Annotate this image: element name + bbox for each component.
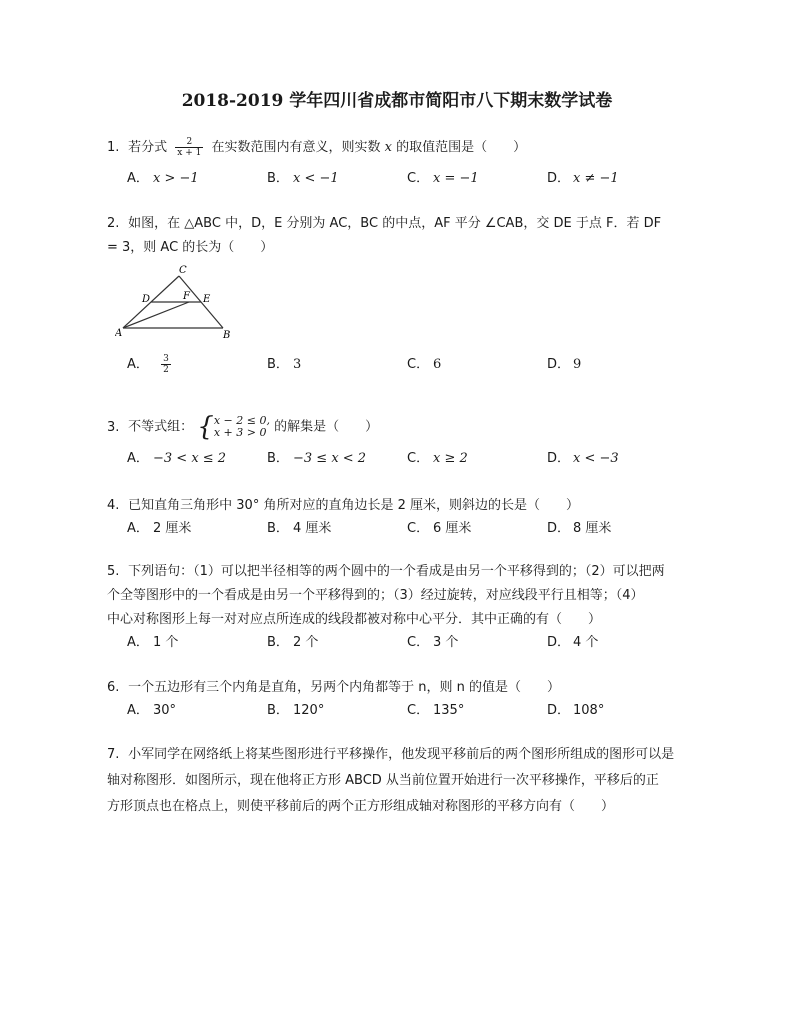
question-number: 7. <box>107 747 120 762</box>
question-text: 如图，在 △ABC 中，D，E 分别为 AC，BC 的中点，AF 平分 ∠CAB，交 DE 于点 F．若 DF <box>128 216 662 231</box>
question-text: 的解集是（ ） <box>274 419 379 435</box>
question-number: 3. <box>107 419 120 435</box>
option-a: A． $\frac{3}{2}$ <box>127 354 169 375</box>
label-b: B <box>223 330 231 341</box>
option-b: B． −3 ≤ x < 2 <box>267 451 367 466</box>
label-e: E <box>203 294 211 305</box>
question-number: 6. <box>107 680 120 695</box>
question-text: 若分式 <box>128 140 168 155</box>
option-a: A． 2 厘米 <box>127 521 192 536</box>
label-a: A <box>115 328 123 339</box>
question-2-options <box>107 354 707 376</box>
question-1 <box>107 136 707 190</box>
option-c: C． x = −1 <box>407 171 479 186</box>
question-number: 2. <box>107 216 120 231</box>
question-text: 小军同学在网络纸上将某些图形进行平移操作，他发现平移前后的两个图形所组成的图形可以是 <box>128 747 675 762</box>
option-b: B． x < −1 <box>267 171 339 186</box>
options <box>107 168 707 190</box>
option-b: B． 4 厘米 <box>267 521 332 536</box>
question-text: 轴对称图形．如图所示，现在他将正方形 ABCD 从当前位置开始进行一次平移操作，平移后的正 <box>107 773 659 788</box>
options <box>107 700 707 722</box>
option-b: B． 120° <box>267 703 325 718</box>
question-number: 4. <box>107 498 120 513</box>
option-d: D． 4 个 <box>547 635 599 650</box>
fraction-denominator: x + 1 <box>177 148 202 158</box>
option-a: A． 1 个 <box>127 635 179 650</box>
question-text: 不等式组： <box>128 419 194 435</box>
option-d: D． 8 厘米 <box>547 521 612 536</box>
question-text: 的取值范围是（ ） <box>396 140 527 155</box>
option-d: D． x < −3 <box>547 451 619 466</box>
question-2 <box>107 212 707 260</box>
label-f: F <box>183 291 190 302</box>
question-3 <box>107 414 707 470</box>
fraction: $\frac{3}{2}$ <box>163 354 169 375</box>
fraction-numerator: 2 <box>186 137 193 147</box>
inequality-2: x + 3 > 0 <box>213 426 267 439</box>
option-a: A． 30° <box>127 703 177 718</box>
question-text: 个全等图形中的一个看成是由另一个平移得到的；（3）经过旋转，对应线段平行且相等；（4） <box>107 588 644 603</box>
question-text: 下列语句：（1）可以把半径相等的两个圆中的一个看成是由另一个平移得到的；（2）可以把两 <box>128 564 665 579</box>
question-text: 在实数范围内有意义，则实数 <box>211 140 381 155</box>
options <box>107 448 707 470</box>
question-text: 一个五边形有三个内角是直角，另两个内角都等于 n，则 n 的值是（ ） <box>128 680 561 695</box>
question-text: 方形顶点也在格点上，则使平移前后的两个正方形组成轴对称图形的平移方向有（ ） <box>107 799 615 814</box>
option-a: A． −3 < x ≤ 2 <box>127 451 227 466</box>
question-7 <box>107 742 707 820</box>
option-c: C． 3 个 <box>407 635 459 650</box>
option-a: A． x > −1 <box>127 171 199 186</box>
option-c: C． 135° <box>407 703 465 718</box>
option-c: C． 6 厘米 <box>407 521 472 536</box>
fraction <box>175 137 203 158</box>
question-6 <box>107 676 707 722</box>
question-number: 1. <box>107 140 120 155</box>
options <box>107 632 707 654</box>
question-text: = 3，则 AC 的长为（ ） <box>107 240 274 255</box>
option-d: D． 108° <box>547 703 605 718</box>
label-d: D <box>142 294 151 305</box>
options <box>107 354 707 376</box>
option-b: B． 2 个 <box>267 635 319 650</box>
variable: x <box>384 140 393 155</box>
option-d: D． x ≠ −1 <box>547 171 619 186</box>
question-text: 中心对称图形上每一对对应点所连成的线段都被对称中心平分．其中正确的有（ ） <box>107 612 602 627</box>
options <box>107 518 707 540</box>
inequality-1: x − 2 ≤ 0, <box>213 414 270 427</box>
option-d: D． 9 <box>547 357 582 372</box>
question-text: 已知直角三角形中 30° 角所对应的直角边长是 2 厘米，则斜边的长是（ ） <box>128 498 579 513</box>
option-c: C． 6 <box>407 357 442 372</box>
inequality-system: { x − 2 ≤ 0, x + 3 > 0 <box>197 412 270 442</box>
segment-af <box>123 302 189 328</box>
option-c: C． x ≥ 2 <box>407 451 468 466</box>
option-b: B． 3 <box>267 357 302 372</box>
question-number: 5. <box>107 564 120 579</box>
triangle-figure <box>115 264 235 344</box>
page-title: 2018-2019 学年四川省成都市简阳市八下期末数学试卷 <box>181 91 613 111</box>
question-4 <box>107 494 707 540</box>
question-5 <box>107 560 707 654</box>
label-c: C <box>179 265 187 276</box>
